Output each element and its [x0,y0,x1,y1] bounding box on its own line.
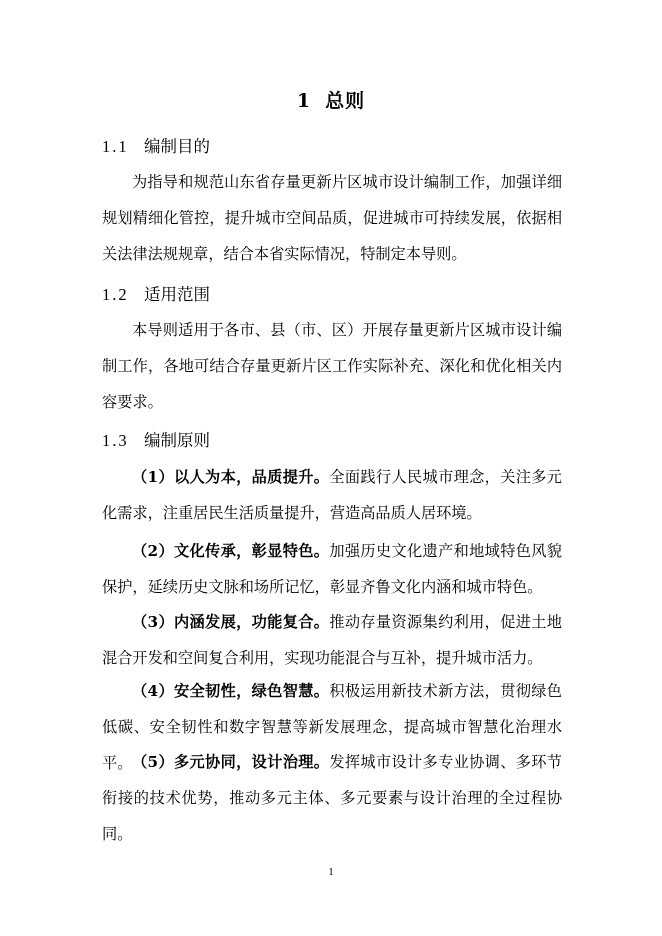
section-number: 1.2 [102,285,129,304]
section-title: 编制原则 [144,431,210,450]
principle-2 [102,533,562,605]
section-number: 1.1 [102,137,129,156]
principle-lead: （2）文化传承，彰显特色。 [132,542,330,560]
chapter-title [0,86,662,113]
principle-lead: （1）以人为本，品质提升。 [132,468,330,486]
section-heading-1-1 [102,133,210,157]
principle-text: 全面践行人民城市理念，关注多元化需求，注重居民生活质量提升，营造高品质人居环境。 [102,468,562,522]
chapter-title-text: 总则 [325,90,366,112]
paragraph-purpose: 为指导和规范山东省存量更新片区城市设计编制工作，加强详细规划精细化管控，提升城市空间品质，促进城市可持续发展，依据相关法律法规规章，结合本省实际情况，特制定本导则。 [102,173,562,263]
principle-lead: （3）内涵发展，功能复合。 [132,613,330,631]
section-heading-1-3 [102,427,210,451]
principle-lead: （4）安全韧性，绿色智慧。 [132,682,330,700]
paragraph-scope: 本导则适用于各市、县（市、区）开展存量更新片区城市设计编制工作，各地可结合存量更新片区工作实际补充、深化和优化相关内容要求。 [102,321,562,411]
section-number: 1.3 [102,431,129,450]
page-number: 1 [328,866,334,878]
principle-5 [102,744,562,852]
principle-text: 积极运用新技术新方法，贯彻绿色低碳、安全韧性和数字智慧等新发展理念，提高城市智慧化治理水平。 [102,682,562,772]
principle-text: 加强历史文化遗产和地域特色风貌保护，延续历史文脉和场所记忆，彰显齐鲁文化内涵和城市特色。 [102,542,562,596]
principle-text: 推动存量资源集约利用，促进土地混合开发和空间复合利用，实现功能混合与互补，提升城市活力。 [102,613,562,667]
section-title: 编制目的 [144,137,210,156]
chapter-number: 1 [296,90,312,112]
section-title: 适用范围 [144,285,210,304]
principle-lead: （5）多元协同，设计治理。 [132,753,330,771]
principle-text: 发挥城市设计多专业协调、多环节衔接的技术优势，推动多元主体、多元要素与设计治理的全过程协同。 [102,753,562,843]
principle-1 [102,459,562,531]
principle-3 [102,604,562,676]
section-heading-1-2 [102,281,210,305]
